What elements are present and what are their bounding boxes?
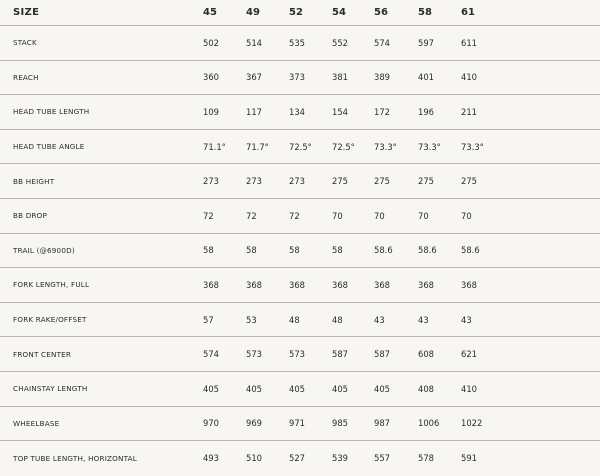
table-cell: 510 [246,453,262,464]
table-cell: 53 [246,314,257,325]
table-cell: 514 [246,37,262,48]
table-cell: 368 [289,279,305,290]
row-label: WHEELBASE [13,418,60,428]
table-cell: 971 [289,418,305,429]
size-header-cell: 61 [461,7,475,18]
table-cell: 410 [461,383,477,394]
row-label: TRAIL (@6900D) [13,245,75,255]
table-cell: 72.5° [289,141,312,152]
table-cell: 405 [374,383,390,394]
size-header-cell: 52 [289,7,303,18]
table-cell: 72.5° [332,141,355,152]
table-cell: 985 [332,418,348,429]
table-cell: 405 [203,383,219,394]
table-cell: 58 [203,245,214,256]
size-header-label: SIZE [13,7,40,18]
table-cell: 43 [461,314,472,325]
table-row [0,268,600,303]
table-cell: 573 [289,349,305,360]
table-cell: 73.3° [418,141,441,152]
row-label: HEAD TUBE LENGTH [13,107,90,117]
table-cell: 970 [203,418,219,429]
table-row [0,164,600,199]
row-label: CHAINSTAY LENGTH [13,384,88,394]
table-cell: 574 [374,37,390,48]
table-cell: 502 [203,37,219,48]
table-cell: 408 [418,383,434,394]
table-cell: 405 [332,383,348,394]
table-cell: 389 [374,72,390,83]
table-cell: 70 [374,210,385,221]
table-cell: 368 [418,279,434,290]
table-cell: 73.3° [461,141,484,152]
table-cell: 71.1° [203,141,226,152]
row-label: BB DROP [13,211,48,221]
table-cell: 373 [289,72,305,83]
table-cell: 1006 [418,418,440,429]
table-cell: 587 [374,349,390,360]
table-cell: 72 [246,210,257,221]
table-cell: 360 [203,72,219,83]
table-row [0,61,600,96]
table-cell: 381 [332,72,348,83]
table-cell: 368 [374,279,390,290]
table-cell: 611 [461,37,477,48]
table-cell: 535 [289,37,305,48]
table-row [0,303,600,338]
table-cell: 273 [289,176,305,187]
table-cell: 987 [374,418,390,429]
table-row [0,337,600,372]
table-cell: 368 [332,279,348,290]
table-cell: 58 [332,245,343,256]
table-cell: 597 [418,37,434,48]
row-label: FORK LENGTH, FULL [13,280,90,290]
size-header-cell: 58 [418,7,432,18]
size-header-cell: 56 [374,7,388,18]
table-cell: 70 [418,210,429,221]
table-cell: 410 [461,72,477,83]
row-label: FRONT CENTER [13,349,72,359]
table-cell: 557 [374,453,390,464]
table-cell: 493 [203,453,219,464]
table-row [0,234,600,269]
table-cell: 58.6 [418,245,437,256]
table-cell: 1022 [461,418,483,429]
row-label: BB HEIGHT [13,176,55,186]
table-cell: 969 [246,418,262,429]
table-cell: 273 [246,176,262,187]
row-label: STACK [13,38,37,48]
table-cell: 273 [203,176,219,187]
table-cell: 70 [332,210,343,221]
table-cell: 57 [203,314,214,325]
table-cell: 58 [246,245,257,256]
table-row [0,26,600,61]
table-cell: 405 [246,383,262,394]
table-cell: 405 [289,383,305,394]
table-cell: 196 [418,106,434,117]
table-cell: 58.6 [461,245,480,256]
table-header-row [0,0,600,26]
table-cell: 275 [418,176,434,187]
table-cell: 58.6 [374,245,393,256]
row-label: TOP TUBE LENGTH, HORIZONTAL [13,453,137,463]
table-cell: 587 [332,349,348,360]
table-cell: 48 [332,314,343,325]
table-cell: 172 [374,106,390,117]
table-cell: 539 [332,453,348,464]
table-row [0,130,600,165]
table-cell: 48 [289,314,300,325]
table-cell: 117 [246,106,262,117]
table-cell: 211 [461,106,477,117]
table-cell: 43 [418,314,429,325]
table-cell: 591 [461,453,477,464]
table-cell: 621 [461,349,477,360]
table-cell: 368 [461,279,477,290]
table-cell: 275 [374,176,390,187]
size-header-cell: 54 [332,7,346,18]
table-row [0,199,600,234]
table-cell: 73.3° [374,141,397,152]
table-row [0,407,600,442]
table-cell: 43 [374,314,385,325]
table-cell: 573 [246,349,262,360]
row-label: FORK RAKE/OFFSET [13,315,87,325]
table-cell: 608 [418,349,434,360]
table-cell: 275 [461,176,477,187]
table-row [0,95,600,130]
table-cell: 275 [332,176,348,187]
table-cell: 71.7° [246,141,269,152]
row-label: REACH [13,72,39,82]
table-cell: 134 [289,106,305,117]
table-cell: 109 [203,106,219,117]
size-header-cell: 49 [246,7,260,18]
table-cell: 367 [246,72,262,83]
table-row [0,441,600,476]
size-header-cell: 45 [203,7,217,18]
table-cell: 70 [461,210,472,221]
table-cell: 58 [289,245,300,256]
table-row [0,372,600,407]
table-cell: 154 [332,106,348,117]
table-cell: 574 [203,349,219,360]
table-cell: 578 [418,453,434,464]
table-cell: 368 [203,279,219,290]
table-cell: 368 [246,279,262,290]
table-cell: 72 [289,210,300,221]
table-cell: 552 [332,37,348,48]
table-cell: 72 [203,210,214,221]
table-cell: 527 [289,453,305,464]
table-cell: 401 [418,72,434,83]
row-label: HEAD TUBE ANGLE [13,142,85,152]
